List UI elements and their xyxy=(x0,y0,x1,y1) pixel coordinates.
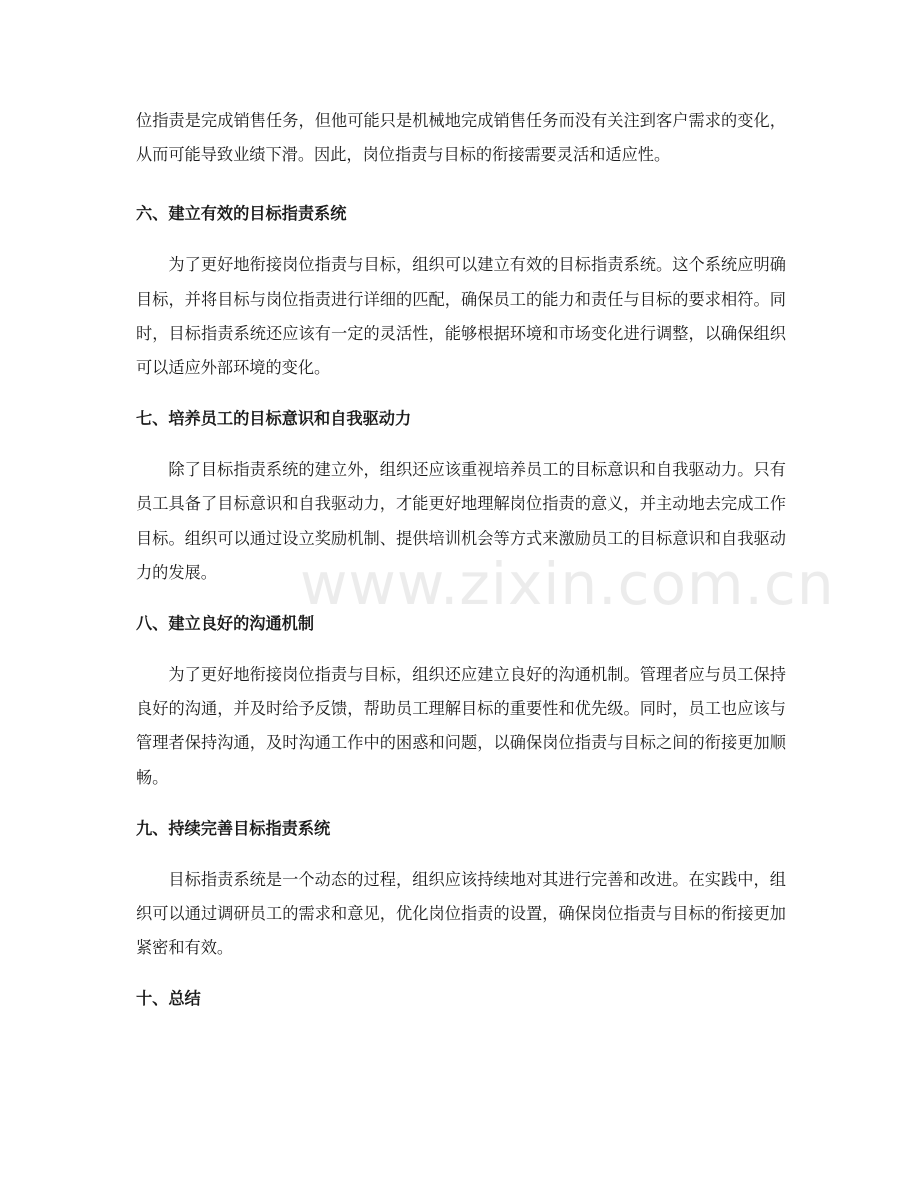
section-heading-9: 九、持续完善目标指责系统 xyxy=(136,818,331,838)
section-heading-7: 七、培养员工的目标意识和自我驱动力 xyxy=(136,409,412,429)
section-heading-10: 十、总结 xyxy=(136,989,201,1009)
intro-paragraph: 位指责是完成销售任务，但他可能只是机械地完成销售任务而没有关注到客户需求的变化，从而可能导致业绩下滑。因此，岗位指责与目标的衔接需要灵活和适应性。 xyxy=(136,111,786,165)
watermark: www.zixin.com.cn xyxy=(300,550,835,618)
document-body xyxy=(136,104,786,1016)
section-body-9: 目标指责系统是一个动态的过程，组织应该持续地对其进行完善和改进。在实践中，组织可以通过调研员工的需求和意见，优化岗位指责的设置，确保岗位指责与目标的衔接更加紧密和有效。 xyxy=(136,869,786,958)
section-body-6: 为了更好地衔接岗位指责与目标，组织可以建立有效的目标指责系统。这个系统应明确目标，并将目标与岗位指责进行详细的匹配，确保员工的能力和责任与目标的要求相符。同时，目标指责系统还应该有一定的灵活性，能够根据环境和市场变化进行调整，以确保组织可以适应外部环境的变化。 xyxy=(136,255,786,378)
section-body-8: 为了更好地衔接岗位指责与目标，组织还应建立良好的沟通机制。管理者应与员工保持良好的沟通，并及时给予反馈，帮助员工理解目标的重要性和优先级。同时，员工也应该与管理者保持沟通，及时沟通工作中的困惑和问题，以确保岗位指责与目标之间的衔接更加顺畅。 xyxy=(136,665,786,787)
section-heading-6: 六、建立有效的目标指责系统 xyxy=(136,204,347,224)
section-heading-8: 八、建立良好的沟通机制 xyxy=(136,614,315,634)
section-body-7: 除了目标指责系统的建立外，组织还应该重视培养员工的目标意识和自我驱动力。只有员工具备了目标意识和自我驱动力，才能更好地理解岗位指责的意义，并主动地去完成工作目标。组织可以通过设立奖励机制、提供培训机会等方式来激励员工的目标意识和自我驱动力的发展。 xyxy=(136,460,786,582)
